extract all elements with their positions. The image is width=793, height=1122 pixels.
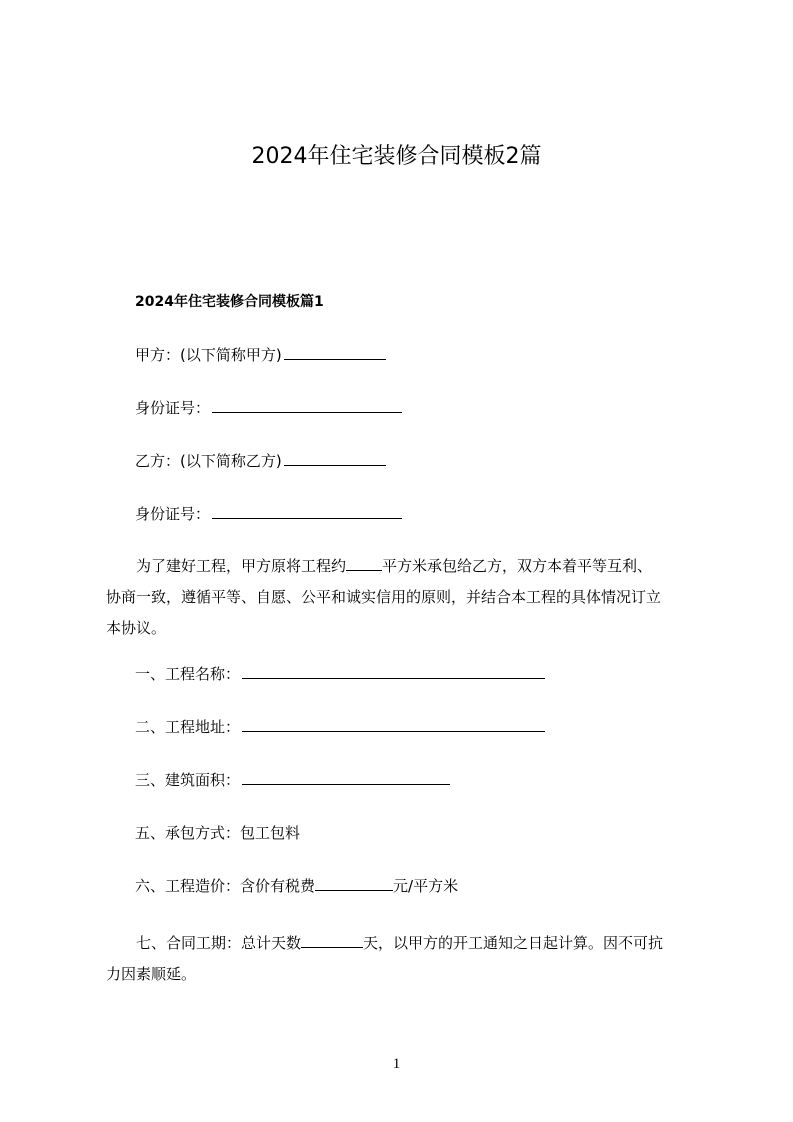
id-a-line xyxy=(135,398,402,418)
section-title: 2024年住宅装修合同模板篇1 xyxy=(135,294,324,310)
item3-label: 三、建筑面积： xyxy=(135,771,241,789)
item6-label: 六、工程造价：含价有税费 xyxy=(135,877,316,895)
intro-area-blank xyxy=(346,556,382,571)
party-a-label: 甲方：(以下简称甲方) xyxy=(135,346,282,364)
id-b-line xyxy=(135,504,402,524)
item2-blank xyxy=(242,717,545,732)
id-a-label: 身份证号： xyxy=(135,399,211,417)
id-a-blank xyxy=(212,398,402,413)
id-b-label: 身份证号： xyxy=(135,505,211,523)
intro-part1: 为了建好工程，甲方原将工程约 xyxy=(136,557,347,575)
item6-unit: 元/平方米 xyxy=(393,877,459,895)
item-contract-period xyxy=(106,928,706,990)
party-b-blank xyxy=(284,451,386,466)
item-building-area xyxy=(135,770,450,790)
item-project-address xyxy=(135,717,545,737)
item-contract-method xyxy=(135,823,300,843)
intro-paragraph xyxy=(106,551,706,644)
item7-part1: 七、合同工期：总计天数 xyxy=(136,934,302,952)
item-project-name xyxy=(135,664,545,684)
party-b-line xyxy=(135,451,386,471)
item5-label: 五、承包方式：包工包料 xyxy=(135,824,301,842)
item2-label: 二、工程地址： xyxy=(135,718,241,736)
intro-line3: 本协议。 xyxy=(106,619,167,637)
item7-line2: 力因素顺延。 xyxy=(106,965,197,983)
item3-blank xyxy=(242,770,450,785)
intro-part2: 平方米承包给乙方，双方本着平等互利、 xyxy=(382,557,653,575)
item7-part2: 天，以甲方的开工通知之日起计算。因不可抗 xyxy=(363,934,664,952)
item1-label: 一、工程名称： xyxy=(135,665,241,683)
item-project-cost xyxy=(135,876,458,896)
item6-blank xyxy=(315,876,393,891)
item7-blank xyxy=(301,933,363,948)
document-title: 2024年住宅装修合同模板2篇 xyxy=(251,144,542,169)
party-b-label: 乙方：(以下简称乙方) xyxy=(135,452,282,470)
intro-line2: 协商一致，遵循平等、自愿、公平和诚实信用的原则，并结合本工程的具体情况订立 xyxy=(106,588,662,606)
page-number: 1 xyxy=(392,1056,401,1072)
party-a-line xyxy=(135,345,386,365)
item1-blank xyxy=(242,664,545,679)
party-a-blank xyxy=(284,345,386,360)
id-b-blank xyxy=(212,504,402,519)
